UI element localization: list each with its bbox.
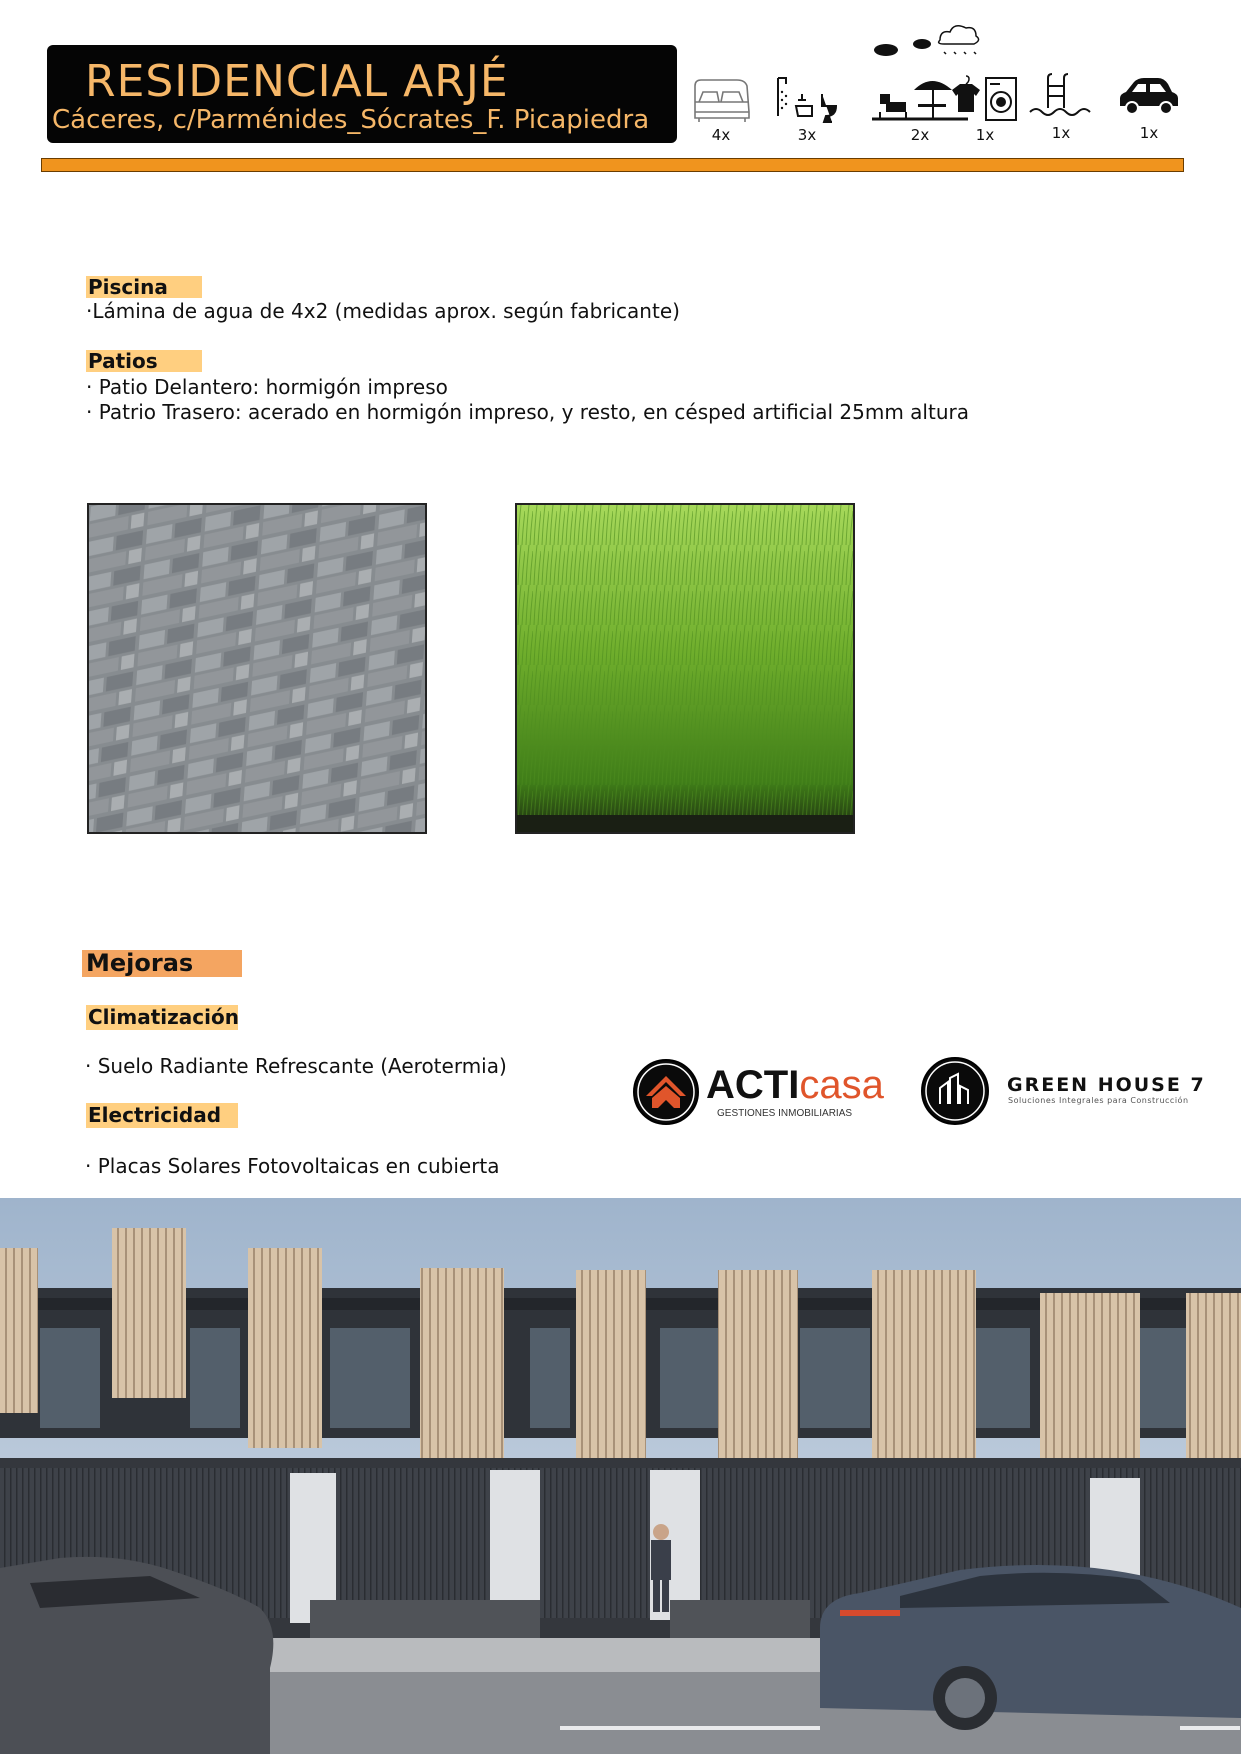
section-heading-electricidad: Electricidad <box>86 1103 238 1128</box>
amenity-laundry <box>950 72 1020 144</box>
acticasa-logo-mark <box>632 1058 700 1126</box>
laundry-icon <box>950 72 1020 126</box>
acticasa-name-light: casa <box>799 1063 884 1107</box>
weather-clouds-icon <box>870 20 1000 60</box>
amenity-bedrooms <box>686 72 756 144</box>
greenhouse-logo-mark <box>920 1056 990 1126</box>
electricidad-line: · Placas Solares Fotovoltaicas en cubierta <box>85 1154 500 1178</box>
climatizacion-line: · Suelo Radiante Refrescante (Aerotermia) <box>85 1054 507 1078</box>
bed-icon <box>689 72 753 126</box>
paving-stones-photo <box>87 503 427 834</box>
car-icon <box>1114 72 1184 124</box>
acticasa-name-bold: ACTI <box>706 1063 800 1107</box>
amenity-count: 2x <box>910 126 930 144</box>
amenity-count: 1x <box>1051 124 1071 142</box>
page-subtitle: Cáceres, c/Parménides_Sócrates_F. Picapiedra <box>52 105 650 135</box>
section-heading-patios: Patios <box>86 350 202 372</box>
header-divider <box>41 158 1184 172</box>
amenity-pool <box>1026 72 1096 142</box>
acticasa-wordmark <box>706 1062 884 1108</box>
pool-icon <box>1026 72 1096 124</box>
amenity-parking <box>1114 72 1184 142</box>
patios-line-front: · Patio Delantero: hormigón impreso <box>86 375 448 399</box>
section-heading-climatizacion: Climatización <box>88 1005 239 1029</box>
page-title: RESIDENCIAL ARJÉ <box>85 56 509 107</box>
amenity-count: 1x <box>975 126 995 144</box>
section-heading-piscina: Piscina <box>86 276 202 298</box>
greenhouse-name: GREEN HOUSE 7 <box>1007 1074 1206 1096</box>
piscina-line: ·Lámina de agua de 4x2 (medidas aprox. según fabricante) <box>86 299 680 323</box>
greenhouse-tagline: Soluciones Integrales para Construcción <box>1008 1096 1189 1105</box>
patios-line-back: · Patrio Trasero: acerado en hormigón impreso, y resto, en césped artificial 25mm altura <box>86 400 969 424</box>
amenity-count: 4x <box>711 126 731 144</box>
bathroom-icon <box>772 72 842 126</box>
building-render-photo <box>0 1198 1241 1754</box>
amenity-bathrooms <box>772 72 842 144</box>
artificial-grass-photo <box>515 503 855 834</box>
acticasa-tagline: GESTIONES INMOBILIARIAS <box>717 1108 853 1119</box>
mejoras-heading: Mejoras <box>82 950 242 977</box>
amenity-count: 1x <box>1139 124 1159 142</box>
amenity-count: 3x <box>797 126 817 144</box>
